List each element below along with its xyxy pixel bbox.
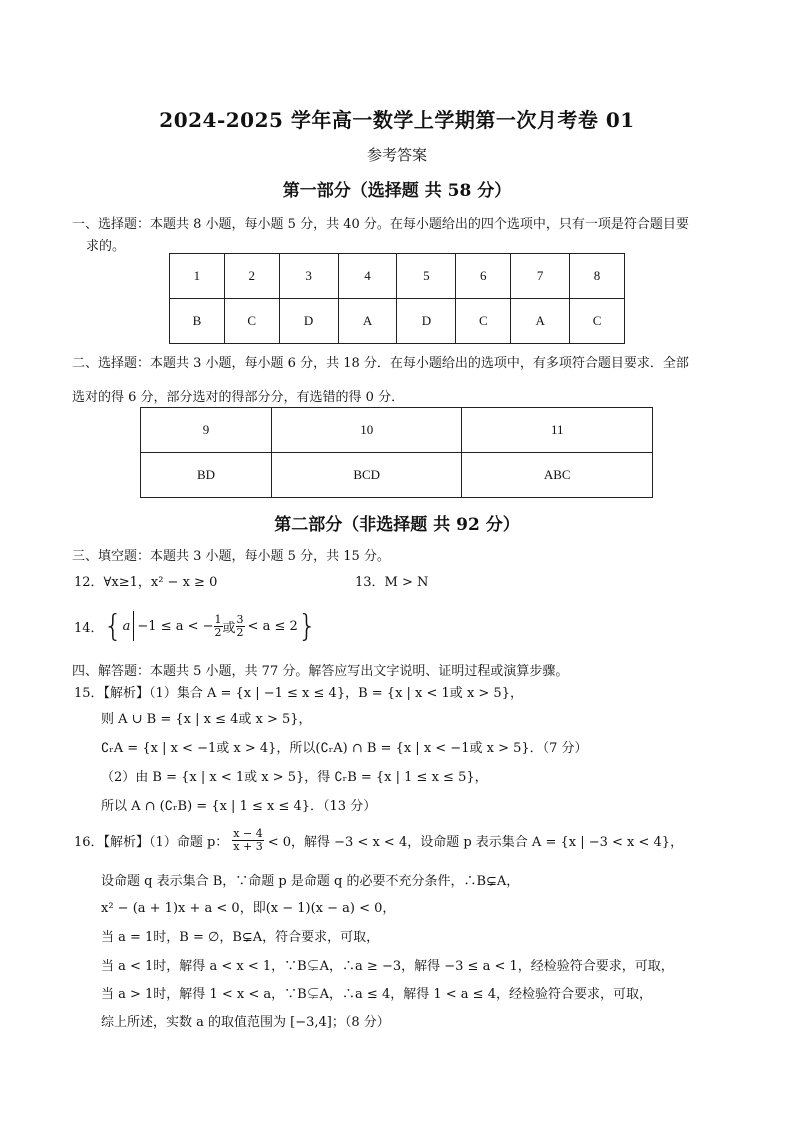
answer-table-multi [140,407,653,498]
answer-table-multi-answers [141,453,653,498]
mc-answer: A [511,299,570,344]
q15-line: （2）由 B = {x | x < 1或 x > 5}，得 ∁ᵣB = {x | 1 ≤ x ≤ 5}， [101,770,488,785]
q15-line: ∁ᵣA = {x | x < −1或 x > 4}，所以(∁ᵣA) ∩ B = {x | x < −1或 x > 5}．（7 分） [101,741,588,756]
multi-number: 9 [141,408,272,453]
fraction-denominator: 2 [214,625,222,639]
mc-answer: D [397,299,456,344]
answer-table-mc-numbers [170,254,625,299]
fraction-numerator: 3 [236,612,244,626]
fraction-denominator: 2 [236,625,244,639]
q15-line: 则 A ∪ B = {x | x ≤ 4或 x > 5}， [101,712,312,727]
q16-line: 设命题 q 表示集合 B，∵命题 p 是命题 q 的必要不充分条件，∴B⊊A， [101,874,520,889]
sec4-header: 四、解答题：本题共 5 小题，共 77 分。解答应写出文字说明、证明过程或演算步骤。 [72,664,569,679]
q16-line: 综上所述，实数 a 的取值范围为 [−3,4]；（8 分） [101,1015,390,1030]
answer-14-mid: −1 ≤ a < − [137,618,214,634]
q16-suffix: < 0，解得 −3 < x < 4，设命题 p 表示集合 A = {x | −3 < x < 4}， [267,834,684,850]
page-title: 2024-2025 学年高一数学上学期第一次月考卷 01 [159,108,635,132]
answer-14-or: 或 [222,620,236,636]
sec2-intro-line2: 选对的得 6 分，部分选对的得部分分，有选错的得 0 分． [72,390,405,405]
mc-answer: C [224,299,279,344]
q16-line: 当 a < 1时，解得 a < x < 1，∵B⊊A，∴a ≥ −3，解得 −3 ≤ a < 1，经检验符合要求，可取， [101,959,674,974]
fraction-numerator: 1 [214,612,222,626]
mc-number: 1 [170,254,225,299]
q16-line: 当 a = 1时，B = ∅，B⊊A，符合要求，可取， [101,930,380,945]
mc-number: 5 [397,254,456,299]
sec1-intro-line2: 求的。 [86,239,126,254]
mc-answer: C [456,299,511,344]
answer-table-mc-answers [170,299,625,344]
set-bar [133,611,134,641]
q16-prefix: 16．【解析】（1）命题 p： [74,834,229,850]
right-brace: } [297,608,317,644]
mc-number: 7 [511,254,570,299]
q16-line-1 [74,822,683,858]
answer-table-multi-numbers [141,408,653,453]
mc-answer: C [570,299,625,344]
q16-line: 当 a > 1时，解得 1 < x < a，∵B⊊A，∴a ≤ 4，解得 1 < a ≤ 4，经检验符合要求，可取， [101,987,652,1002]
answer-14-label: 14． [74,620,104,636]
answer-14-var: a [122,618,131,634]
answer-13: 13．M > N [355,575,429,590]
left-brace: { [103,608,123,644]
sec2-intro-line1: 二、选择题：本题共 3 小题，每小题 6 分，共 18 分．在每小题给出的选项中，有多项符合题目要求．全部 [72,356,689,371]
fraction-three-halves [236,614,245,638]
mc-answer: D [279,299,338,344]
mc-answer: A [338,299,397,344]
q16-line: x² − (a + 1)x + a < 0，即(x − 1)(x − a) < 0， [101,901,396,916]
mc-number: 4 [338,254,397,299]
mc-number: 6 [456,254,511,299]
answer-table-mc [169,253,625,344]
multi-answer: BD [141,453,272,498]
answer-12: 12．∀x≥1，x² − x ≥ 0 [74,575,218,590]
mc-number: 3 [279,254,338,299]
part2-heading: 第二部分（非选择题 共 92 分） [274,515,520,535]
answer-14 [74,604,317,648]
q15-line: 15．【解析】（1）集合 A = {x | −1 ≤ x ≤ 4}，B = {x | x < 1或 x > 5}， [74,686,523,701]
sec3-header: 三、填空题：本题共 3 小题，每小题 5 分，共 15 分。 [72,549,390,564]
fraction-denominator: x + 3 [233,839,263,853]
q15-line: 所以 A ∩ (∁ᵣB) = {x | 1 ≤ x ≤ 4}．（13 分） [101,799,377,814]
answer-14-end: < a ≤ 2 [247,618,298,634]
multi-answer: BCD [271,453,462,498]
sec1-intro-line1: 一、选择题：本题共 8 小题，每小题 5 分，共 40 分。在每小题给出的四个选项中，只有一项是符合题目要 [72,217,689,232]
multi-number: 11 [462,408,653,453]
page-subtitle: 参考答案 [366,146,427,164]
part1-heading: 第一部分（选择题 共 58 分） [282,181,512,201]
fraction-p [232,828,263,852]
multi-answer: ABC [462,453,653,498]
mc-answer: B [170,299,225,344]
mc-number: 2 [224,254,279,299]
mc-number: 8 [570,254,625,299]
fraction-one-half [214,614,223,638]
multi-number: 10 [271,408,462,453]
fraction-numerator: x − 4 [233,826,263,840]
